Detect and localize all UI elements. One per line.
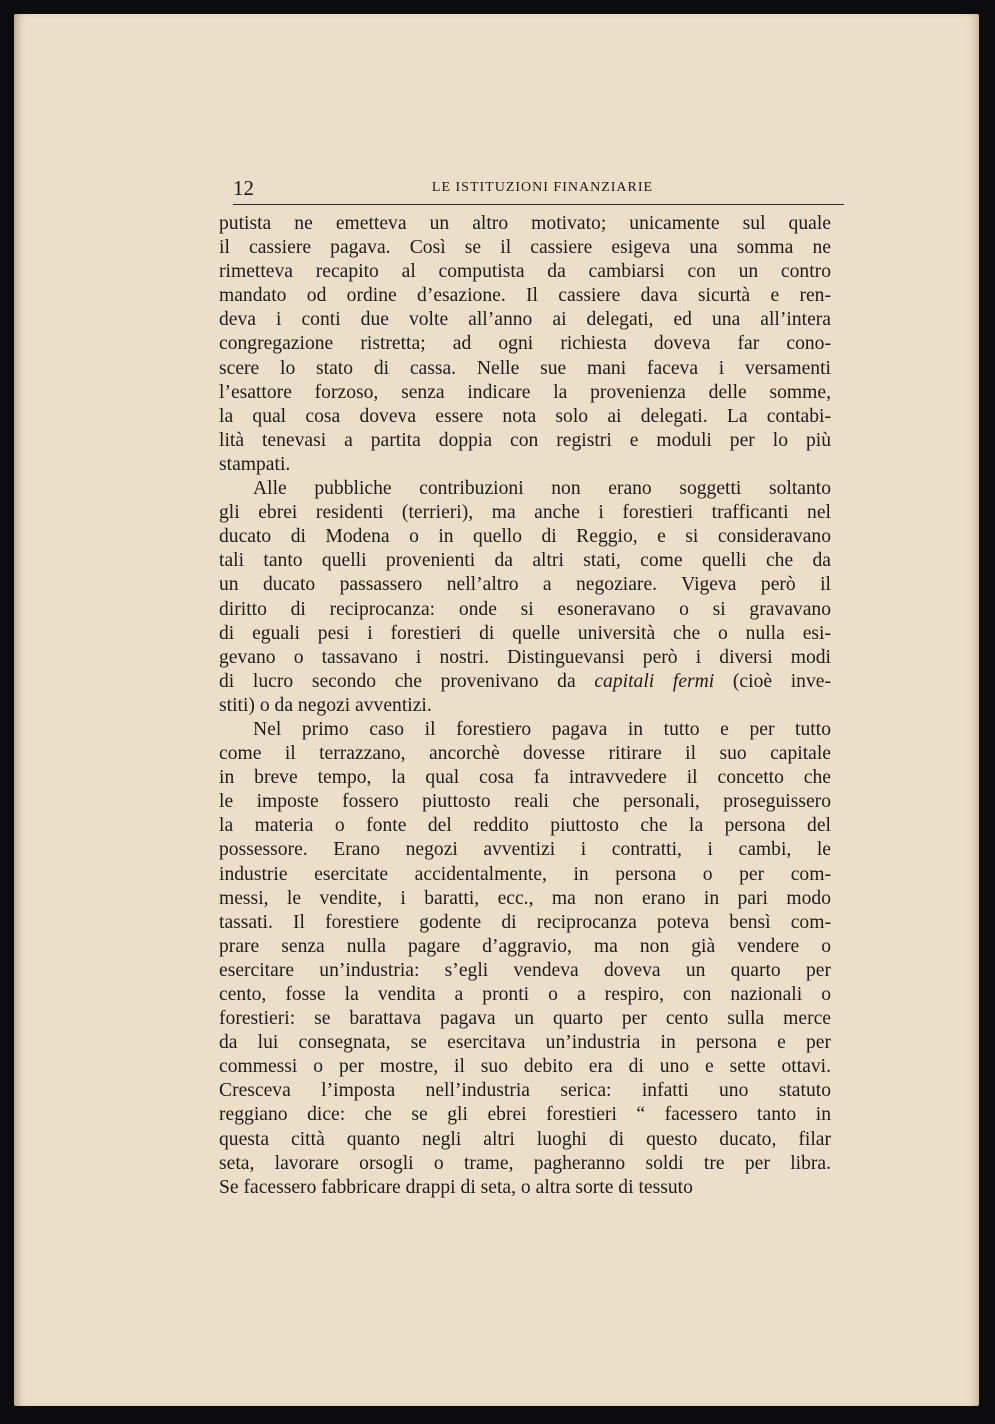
text-line: un ducato passassero nell’altro a negoziare. Vigeva però il <box>219 574 831 596</box>
text-line: prare senza nulla pagare d’aggravio, ma non già vendere o <box>219 935 831 957</box>
body-text <box>219 212 831 1200</box>
text-line: di eguali pesi i forestieri di quelle università che o nulla esi- <box>219 622 831 644</box>
text-line: stampati. <box>219 453 291 475</box>
text-line: gevano o tassavano i nostri. Distinguevansi però i diversi modi <box>219 646 831 668</box>
text-line: le imposte fossero piuttosto reali che personali, proseguissero <box>219 791 831 813</box>
page-header <box>233 172 844 208</box>
italic-term: capitali fermi <box>594 670 715 692</box>
text-line: da lui consegnata, se esercitava un’industria in persona e per <box>219 1032 831 1054</box>
text-line: forestieri: se barattava pagava un quarto per cento sulla merce <box>219 1008 831 1030</box>
text-line: gli ebrei residenti (terrieri), ma anche i forestieri trafficanti nel <box>219 502 831 524</box>
text-line: industrie esercitate accidentalmente, in persona o per com- <box>219 863 831 885</box>
page-number: 12 <box>233 176 254 200</box>
text-line: la materia o fonte del reddito piuttosto che la persona del <box>219 815 831 837</box>
running-title: LE ISTITUZIONI FINANZIARIE <box>431 180 654 195</box>
text-line: putista ne emetteva un altro motivato; unicamente sul quale <box>219 213 831 234</box>
text-line: come il terrazzano, ancorchè dovesse ritirare il suo capitale <box>219 743 831 765</box>
text-segment: di lucro secondo che provenivano da <box>219 670 595 692</box>
text-line: reggiano dice: che se gli ebrei forestieri “ facessero tanto in <box>219 1104 831 1126</box>
text-line: mandato od ordine d’esazione. Il cassiere dava sicurtà e ren- <box>219 285 831 307</box>
text-line <box>219 670 831 694</box>
text-line: questa città quanto negli altri luoghi di questo ducato, filar <box>219 1128 831 1150</box>
text-line: tali tanto quelli provenienti da altri stati, come quelli che da <box>219 550 831 572</box>
text-line: deva i conti due volte all’anno ai delegati, ed una all’intera <box>219 309 831 331</box>
text-line: diritto di reciprocanza: onde si esoneravano o si gravavano <box>219 598 831 620</box>
text-line: tassati. Il forestiere godente di reciprocanza poteva bensì com- <box>219 911 831 933</box>
text-line: Cresceva l’imposta nell’industria serica: infatti uno statuto <box>219 1080 831 1102</box>
text-line: Nel primo caso il forestiero pagava in tutto e per tutto <box>253 718 831 740</box>
header-rule <box>233 204 844 205</box>
text-line: stiti) o da negozi avventizi. <box>219 694 432 716</box>
text-line: lità tenevasi a partita doppia con registri e moduli per lo più <box>219 429 831 451</box>
text-line: messi, le vendite, i baratti, ecc., ma non erano in pari modo <box>219 887 831 909</box>
text-line: Alle pubbliche contribuzioni non erano soggetti soltanto <box>253 478 831 500</box>
text-line: rimetteva recapito al computista da cambiarsi con un contro <box>219 261 831 283</box>
text-line: Se facessero fabbricare drappi di seta, o altra sorte di tessuto <box>219 1176 693 1198</box>
text-line: commessi o per mostre, il suo debito era di uno e sette ottavi. <box>219 1056 831 1078</box>
text-line: seta, lavorare orsogli o trame, pagheranno soldi tre per libra. <box>219 1152 831 1174</box>
text-line: possessore. Erano negozi avventizi i contratti, i cambi, le <box>219 839 831 861</box>
text-line: in breve tempo, la qual cosa fa intravvedere il concetto che <box>219 767 831 789</box>
text-line: il cassiere pagava. Così se il cassiere esigeva una somma ne <box>219 237 831 259</box>
text-line: congregazione ristretta; ad ogni richiesta doveva far cono- <box>219 333 831 355</box>
text-line: l’esattore forzoso, senza indicare la provenienza delle somme, <box>219 381 831 403</box>
text-line: esercitare un’industria: s’egli vendeva doveva un quarto per <box>219 959 831 981</box>
text-line: la qual cosa doveva essere nota solo ai delegati. La contabi- <box>219 405 831 427</box>
text-line: ducato di Modena o in quello di Reggio, e si consideravano <box>219 526 831 548</box>
text-line: cento, fosse la vendita a pronti o a respiro, con nazionali o <box>219 984 831 1005</box>
text-segment: (cioè inve- <box>714 670 831 692</box>
text-line: scere lo stato di cassa. Nelle sue mani faceva i versamenti <box>219 357 831 379</box>
